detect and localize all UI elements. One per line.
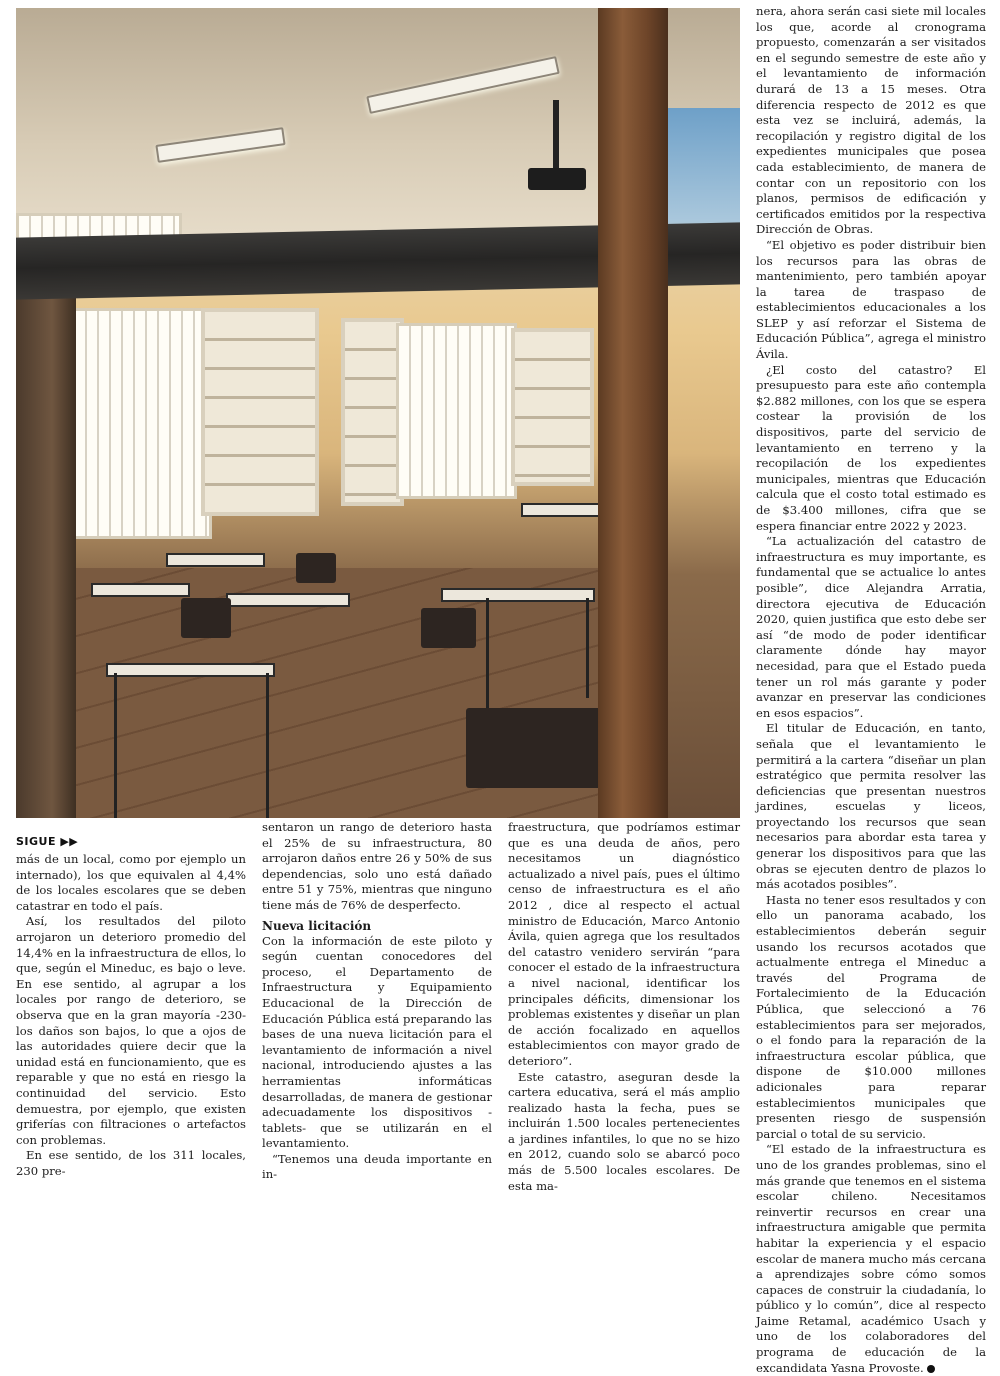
paragraph: “El objetivo es poder distribuir bien los recursos para las obras de mantenimiento, pero también apoyar la tarea de traspaso de establecimientos educacionales a los SLEP y así reforzar el Sistema de Educación Pública”, agrega el ministro Ávila. <box>756 237 986 362</box>
paragraph: Este catastro, aseguran desde la cartera educativa, será el más amplio realizado hasta la fecha, pues se incluirán 1.500 locales pertenecientes a jardines infantiles, lo que no se hizo en 2012, cuando solo se abarcó poco más de 5.500 locales escolares. De esta ma- <box>508 1069 740 1193</box>
window-shutter <box>511 328 594 486</box>
desk <box>166 553 265 567</box>
paragraph: fraestructura, que podríamos estimar que es una deuda de años, pero necesitamos un diagnóstico actualizado a nivel país, pues el último censo de infraestructura es el año 2012 , dice al respecto el actual ministro de Educación, Marco Antonio Ávila, quien agrega que los resultados del catastro venidero servirán “para conocer el estado de la infraestructura a nivel nacional, identificar los principales déficits, dimensionar los problemas existentes y diseñar un plan de acción focalizado en aquellos establecimientos con mayor grado de deterioro”. <box>508 820 740 1068</box>
classroom-photo <box>16 8 740 818</box>
paragraph: Hasta no tener esos resultados y con ello un panorama acabado, los establecimientos deberán seguir usando los recursos acotados que actualmente entrega el Mineduc a través del Programa de Fortalecimiento de la Educación Pública, que seleccionó a 76 establecimientos para ser mejorados, o el fondo para la reparación de la infraestructura escolar pública, que dispone de $10.000 millones adicionales para reparar establecimientos municipales que presenten riesgo de suspensión parcial o total de su servicio. <box>756 892 986 1141</box>
door-frame <box>16 288 76 818</box>
chair <box>466 708 616 788</box>
paragraph: sentaron un rango de deterioro hasta el 25% de su infraestructura, 80 arrojaron daños entre 26 y 50% de sus dependencias, solo uno está dañado entre 51 y 75%, mientras que ninguno tiene más de 76% de desperfecto. <box>262 820 492 912</box>
paragraph: Así, los resultados del piloto arrojaron un deterioro promedio del 14,4% en la infraestructura de ellos, lo que, según el Mineduc, es bajo o leve. En ese sentido, al agrupar a los locales por rango de deterioro, se observa que en la gran mayoría -230- los daños son bajos, lo que a ojos de las autoridades quiere decir que la unidad está en funcionamiento, que es reparable y que no está en riesgo la continuidad del servicio. Esto demuestra, por ejemplo, que existen griferías con filtraciones o artefactos con problemas. <box>16 914 246 1147</box>
paragraph: El titular de Educación, en tanto, señala que el levantamiento le permitirá a la cartera “diseñar un plan estratégico que permita resolver las deficiencias que presentan nuestros jardines, escuelas y liceos, proyectando los recursos que sean necesarios para abordar esta tarea y generar los dispositivos para que las obras se ejecuten dentro de plazos lo más acotados posibles”. <box>756 721 986 892</box>
window-shutter <box>201 308 319 516</box>
paragraph: En ese sentido, de los 311 locales, 230 pre- <box>16 1148 246 1178</box>
door-post <box>598 8 668 818</box>
chair <box>296 553 336 583</box>
article-column-3 <box>508 820 740 1194</box>
desk <box>441 588 595 602</box>
article-column-2 <box>262 820 492 1183</box>
paragraph: nera, ahora serán casi siete mil locales los que, acorde al cronograma propuesto, comenzarán a ser visitados en el segundo semestre de este año y el levantamiento de información durará de 13 a 15 meses. Otra diferencia respecto de 2012 es que esta vez se incluirá, además, la recopilación y registro digital de los expedientes municipales que posea cada establecimiento, de manera de contar con un repositorio con los planos, permisos de edificación y certificados emitidos por la respectiva Dirección de Obras. <box>756 4 986 237</box>
projector-mount <box>553 100 559 170</box>
paragraph: “Tenemos una deuda importante en in- <box>262 1151 492 1182</box>
paragraph: Con la información de este piloto y según cuentan conocedores del proceso, el Departamento de Infraestructura y Equipamiento Educacional de la Dirección de Educación Pública está preparando las bases de una nueva licitación para el levantamiento de información a nivel nacional, introduciendo ajustes a las herramientas informáticas desarrolladas, de manera de gestionar adecuadamente los dispositivos -tablets- que se utilizarán en el levantamiento. <box>262 933 492 1151</box>
paragraph: “La actualización del catastro de infraestructura es muy importante, es fundamental que se actualice lo antes posible”, dice Alejandra Arratia, directora ejecutiva de Educación 2020, quien justifica que esto debe ser así “de modo de poder identificar claramente dónde hay mayor necesidad, para que el Estado pueda tener un rol más garante y poder avanzar en preservar las condiciones en esos espacios”. <box>756 534 986 720</box>
section-heading: Nueva licitación <box>262 918 372 933</box>
paragraph: ¿El costo del catastro? El presupuesto para este año contempla $2.882 millones, con los que se espera costear la provisión de los dispositivos, parte del servicio de levantamiento en terreno y la recopilación de los expedientes municipales, mientras que Educación calcula que el costo total estimado es de $3.400 millones, cifra que se espera financiar entre 2022 y 2023. <box>756 362 986 533</box>
paragraph: más de un local, como por ejemplo un internado), los que equivalen al 4,4% de los locales escolares que se deben catastrar en todo el país. <box>16 852 246 913</box>
paragraph-final <box>756 1142 986 1376</box>
chair <box>181 598 231 638</box>
end-mark-icon <box>927 1365 935 1373</box>
continues-label: SIGUE ▶▶ <box>16 835 79 848</box>
window-shutter <box>341 318 404 506</box>
article-column-right <box>756 4 986 1376</box>
desk <box>106 663 275 677</box>
article-column-1 <box>16 852 246 1179</box>
projector <box>528 168 586 190</box>
window <box>396 323 517 499</box>
paragraph-text: “El estado de la infraestructura es uno de los grandes problemas, sino el más grande que tenemos en el sistema escolar chileno. Necesitamos reinvertir recursos en crear una infraestructura amigable que permita habitar la experiencia y el espacio escolar de manera mucho más cercana a aprendizajes sobre cómo somos capaces de construir la ciudadanía, lo público y lo común”, dice al respecto Jaime Retamal, académico Usach y uno de los colaboradores del programa de educación de la excandidata Yasna Provoste. <box>756 1142 986 1375</box>
chair <box>421 608 476 648</box>
desk <box>91 583 190 597</box>
desk <box>226 593 350 607</box>
